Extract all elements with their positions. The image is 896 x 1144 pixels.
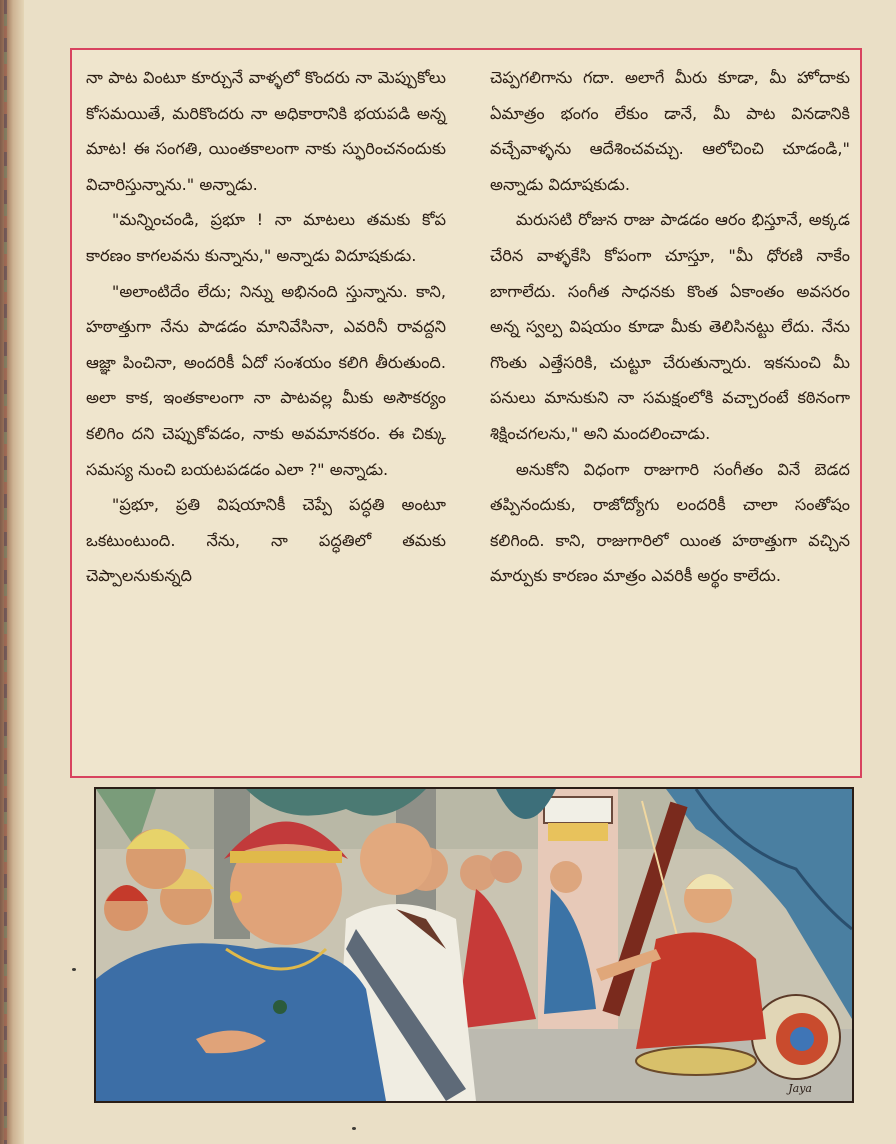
paragraph: నా పాట వింటూ కూర్చునే వాళ్ళలో కొందరు నా మెప్పుకోలు కోసమయితే, మరికొందరు నా అధికారానికి భయపడి అన్న మాట! ఈ సంగతి, యింతకాలంగా నాకు స్ఫురించనందుకు విచారిస్తున్నాను." అన్నాడు. [86,68,446,194]
court-scene-drawing [96,789,852,1101]
left-text-column [86,60,446,594]
paragraph: మరుసటి రోజున రాజు పాడడం ఆరం భిస్తూనే, అక్కడ చేరిన వాళ్ళకేసి కోపంగా చూస్తూ, "మీ ధోరణి నాకేం బాగాలేదు. సంగీత సాధనకు కొంత ఏకాంతం అవసరం అన్న స్వల్ప విషయం కూడా మీకు తెలిసినట్టు లేదు. నేను గొంతు ఎత్తేసరికి, చుట్టూ చేరుతున్నారు. ఇకనుంచి మీ పనులు మానుకుని నా సమక్షంలోకి వచ్చారంటే కఠినంగా శిక్షించగలను," అని మందలించాడు. [490,210,850,443]
paragraph: అనుకోని విధంగా రాజుగారి సంగీతం వినే బెడద తప్పినందుకు, రాజోద్యోగు లందరికీ చాలా సంతోషం కలిగింది. కాని, రాజుగారిలో యింత హఠాత్తుగా వచ్చిన మార్పుకు కారణం మాత్రం ఎవరికీ అర్థం కాలేదు. [490,459,850,586]
paragraph: "మన్నించండి, ప్రభూ ! నా మాటలు తమకు కోప కారణం కాగలవను కున్నాను," అన్నాడు విదూషకుడు. [86,210,446,265]
story-text-frame [70,48,862,778]
artist-signature: Jaya [788,1082,812,1095]
paragraph: చెప్పగలిగాను గదా. అలాగే మీరు కూడా, మీ హోదాకు ఏమాత్రం భంగం లేకుం డానే, మీ పాట వినడానికి వచ్చేవాళ్ళను ఆదేశించవచ్చు. ఆలోచించి చూడండి," అన్నాడు విదూషకుడు. [490,68,850,194]
print-speck [72,968,76,971]
right-text-column [490,60,850,594]
paragraph: "అలాంటిదేం లేదు; నిన్ను అభినంది స్తున్నాను. కాని, హఠాత్తుగా నేను పాడడం మానివేసినా, ఎవరినీ రావద్దని ఆజ్ఞా పించినా, అందరికీ ఏదో సంశయం కలిగి తీరుతుంది. అలా కాక, ఇంతకాలంగా నా పాటవల్ల మీకు అసౌకర్యం కలిగిం దని చెప్పుకోవడం, నాకు అవమానకరం. ఈ చిక్కు సమస్య నుంచి బయటపడడం ఎలా ?" అన్నాడు. [86,281,446,479]
paragraph: "ప్రభూ, ప్రతి విషయానికీ చెప్పే పద్ధతి అంటూ ఒకటుంటుంది. నేను, నా పద్ధతిలో తమకు చెప్పాలనుకున్నది [86,495,446,586]
story-illustration [94,787,854,1103]
print-speck [352,1127,356,1130]
book-spine-edge [0,0,24,1144]
